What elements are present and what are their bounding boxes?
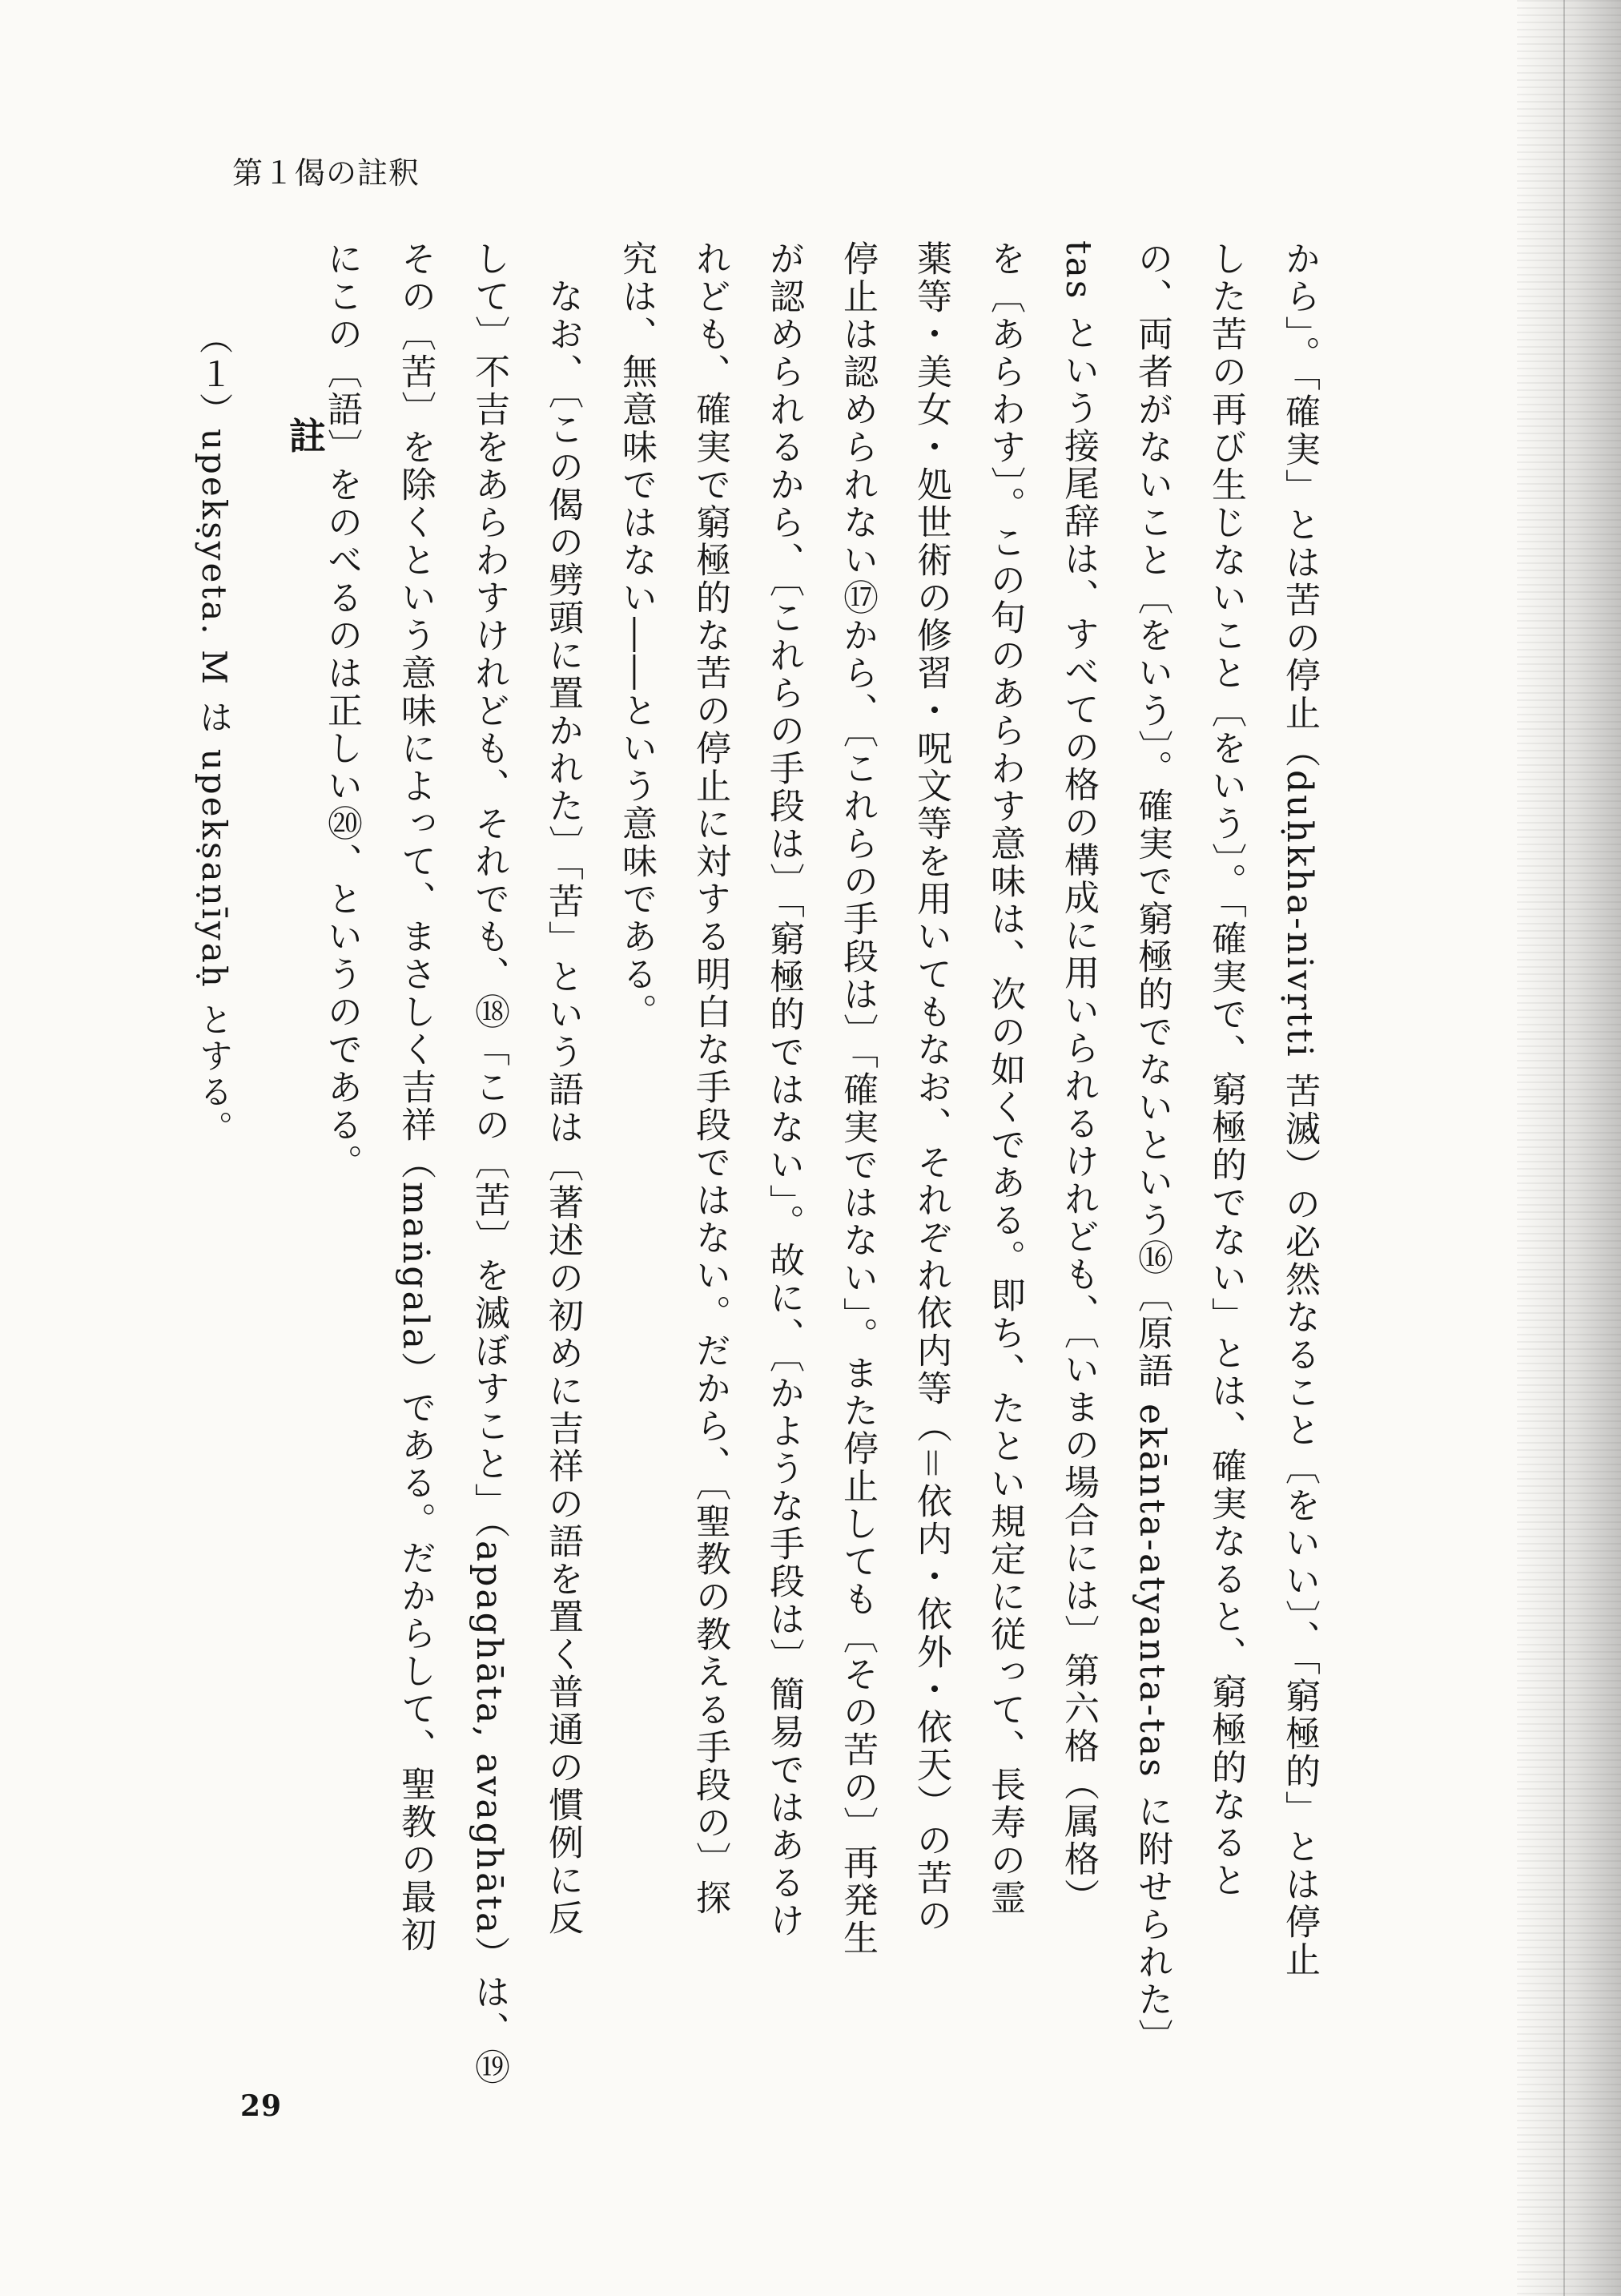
body-line: 薬等・美女・処世術の修習・呪文等を用いてもなお、それぞれ依内等（＝依内・依外・依天）の苦の bbox=[911, 240, 951, 1935]
body-line: なお、〔この偈の劈頭に置かれた〕「苦」という語は〔著述の初めに吉祥の語を置く普通の慣例に反 bbox=[542, 240, 583, 1937]
body-line: 停止は認められない⑰から、〔これらの手段は〕「確実ではない」。また停止しても〔その苦の〕再発生 bbox=[837, 240, 878, 1957]
body-line: tas という接尾辞は、すべての格の構成に用いられるけれども、〔いまの場合には〕第六格（属格） bbox=[1058, 240, 1099, 1916]
notes-heading: 註 bbox=[284, 417, 327, 458]
body-line: から」。「確実」とは苦の停止（duḥkha-nivṛtti 苦滅）の必然なること〔をいい〕、「窮極的」とは停止 bbox=[1279, 240, 1320, 1979]
body-line: して〕不吉をあらわすけれども、それでも、⑱「この〔苦〕を滅ぼすこと」（apaghāta, avaghāta）は、⑲ bbox=[469, 240, 509, 2087]
body-line: にこの〔語〕をのべるのは正しい⑳、というのである。 bbox=[321, 240, 362, 1182]
body-line: れども、確実で窮極的な苦の停止に対する明白な手段ではない。だから、〔聖教の教える手段の〕探 bbox=[690, 240, 730, 1917]
running-header: 第１偈の註釈 bbox=[232, 155, 420, 191]
footnote-item: （１）upekṣyeta. M は upekṣaṇīyaḥ とする。 bbox=[195, 320, 234, 1147]
scan-edge-shadow bbox=[1517, 0, 1621, 2296]
body-line: その〔苦〕を除くという意味によって、まさしく吉祥（maṅgala）である。だからして、聖教の最初 bbox=[395, 240, 436, 1954]
body-line: 究は、無意味ではない――という意味である。 bbox=[616, 240, 657, 1031]
body-line: が認められるから、〔これらの手段は〕「窮極的ではない」。故に、〔かような手段は〕簡易ではあるけ bbox=[763, 240, 804, 1940]
body-line: を〔あらわす〕。この句のあらわす意味は、次の如くである。即ち、たとい規定に従って、長寿の霊 bbox=[984, 240, 1025, 1917]
body-line: した苦の再び生じないこと〔をいう〕。「確実で、窮極的でない」とは、確実なると、窮極的なると bbox=[1205, 240, 1246, 1899]
body-line: の、両者がないこと〔をいう〕。確実で窮極的でないという⑯〔原語 ekānta-atyanta-tas に附せられた〕 bbox=[1132, 240, 1173, 2056]
scan-edge-line bbox=[1563, 0, 1565, 2296]
page-number: 29 bbox=[240, 2089, 283, 2123]
